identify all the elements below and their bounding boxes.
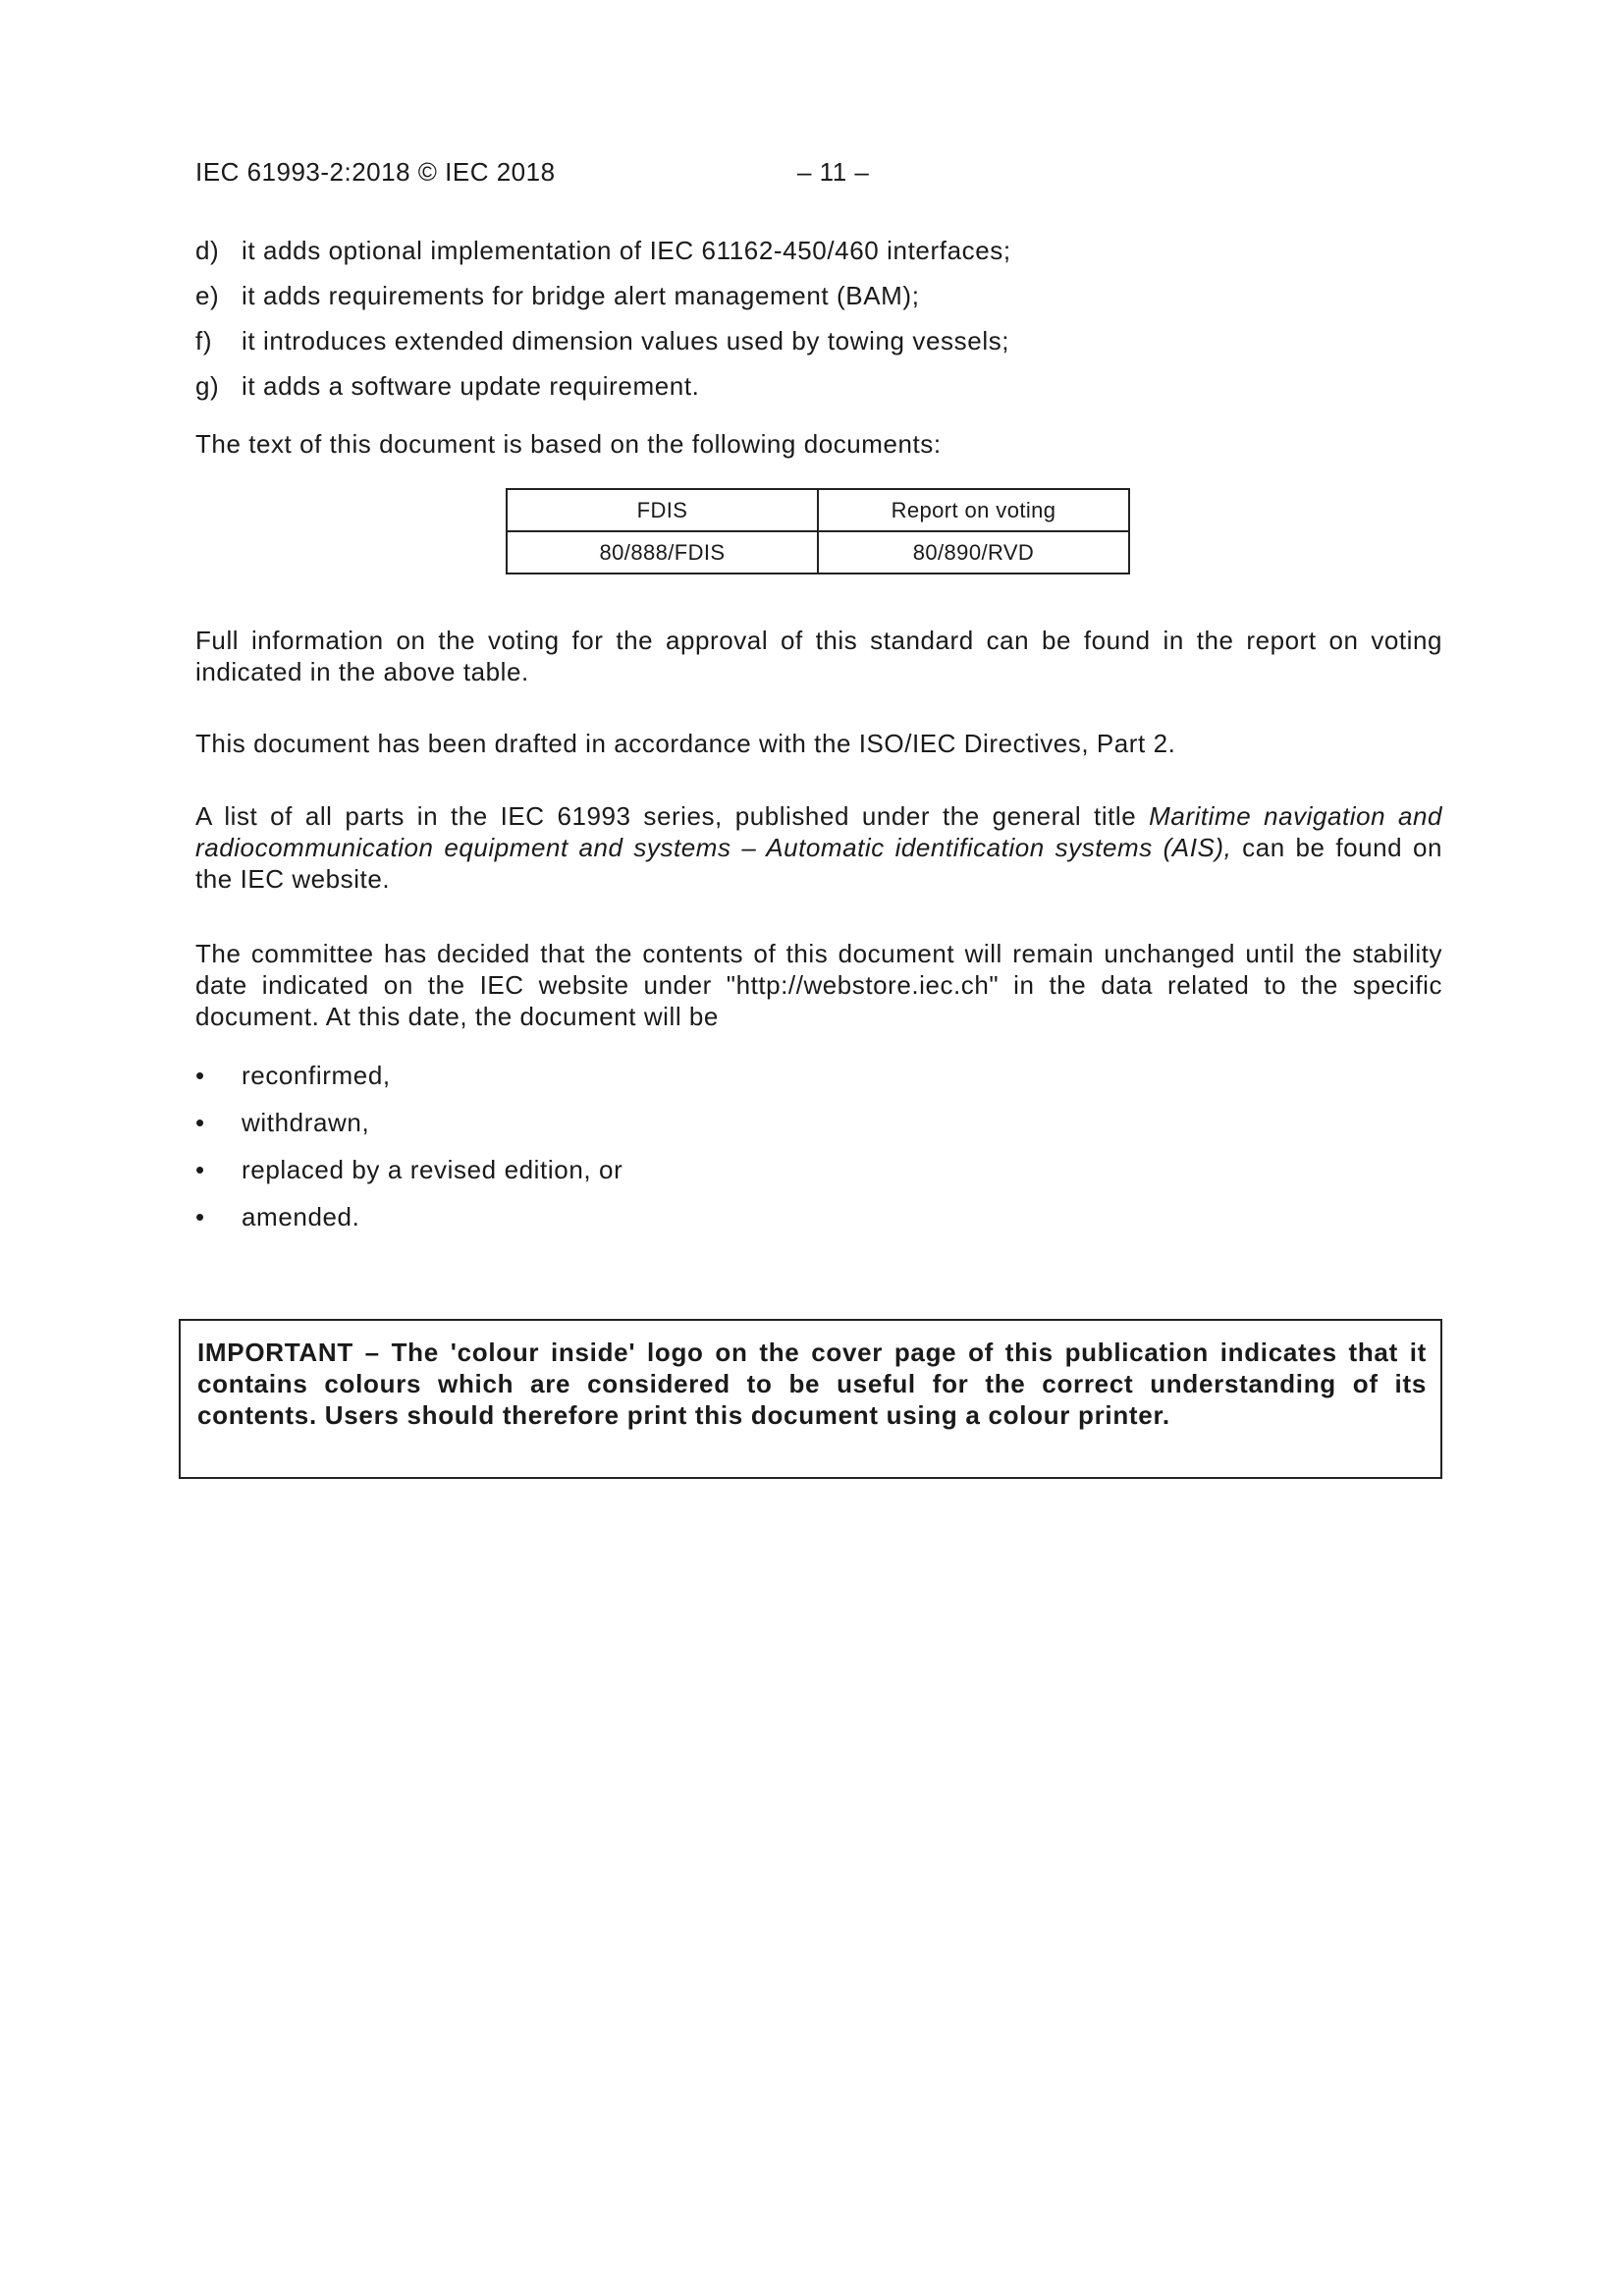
list-item xyxy=(195,369,1442,414)
important-notice-text: IMPORTANT – The 'colour inside' logo on the cover page of this publication indicates that it contains colours which are considered to be useful for the correct understanding of its contents. Users should therefore print this document using a colour printer. xyxy=(197,1338,1427,1430)
list-item-text: amended. xyxy=(242,1202,360,1231)
list-item xyxy=(195,1200,1442,1247)
list-item xyxy=(195,279,1442,324)
drafted-paragraph: This document has been drafted in accordance with the ISO/IEC Directives, Part 2. xyxy=(195,729,1176,758)
bullet-icon: • xyxy=(195,1108,205,1137)
table-header-cell: Report on voting xyxy=(818,489,1129,531)
list-item xyxy=(195,234,1442,279)
list-item-text: it adds optional implementation of IEC 61162-450/460 interfaces; xyxy=(242,236,1011,265)
list-item xyxy=(195,1059,1442,1106)
list-marker: e) xyxy=(195,281,220,310)
document-identifier: IEC 61993-2:2018 © IEC 2018 xyxy=(195,157,556,187)
list-marker: g) xyxy=(195,371,220,401)
bullet-icon: • xyxy=(195,1202,205,1231)
series-text-before: A list of all parts in the IEC 61993 series, published under the general title xyxy=(195,801,1150,831)
page-header xyxy=(195,157,1442,191)
intro-paragraph: The text of this document is based on the following documents: xyxy=(195,429,942,459)
series-title: Maritime navigation and radiocommunication equipment and systems – Automatic identification systems (AIS), xyxy=(195,801,1443,862)
table-cell: 80/888/FDIS xyxy=(507,531,818,574)
outcomes-list xyxy=(195,1059,1442,1247)
list-item xyxy=(195,324,1442,369)
page-number: – 11 – xyxy=(797,157,870,187)
list-item-text: it introduces extended dimension values used by towing vessels; xyxy=(242,326,1010,355)
table-header-cell: FDIS xyxy=(507,489,818,531)
changes-list xyxy=(195,234,1442,414)
series-text-after: can be found on the IEC website. xyxy=(195,833,1442,894)
series-paragraph xyxy=(195,800,1442,895)
list-item-text: reconfirmed, xyxy=(242,1061,391,1090)
list-marker: f) xyxy=(195,326,213,355)
table-cell: 80/890/RVD xyxy=(818,531,1129,574)
important-notice-box xyxy=(179,1319,1442,1479)
list-marker: d) xyxy=(195,236,220,265)
list-item-text: replaced by a revised edition, or xyxy=(242,1155,623,1184)
list-item-text: withdrawn, xyxy=(242,1108,370,1137)
committee-paragraph: The committee has decided that the contents of this document will remain unchanged until the stability date indicated on the IEC website under "http://webstore.iec.ch" in the data related to the specific document. At this date, the document will be xyxy=(195,939,1442,1031)
bullet-icon: • xyxy=(195,1061,205,1090)
list-item xyxy=(195,1153,1442,1200)
list-item-text: it adds a software update requirement. xyxy=(242,371,700,401)
documents-table xyxy=(506,488,1130,574)
list-item-text: it adds requirements for bridge alert management (BAM); xyxy=(242,281,920,310)
bullet-icon: • xyxy=(195,1155,205,1184)
table-row xyxy=(507,531,1129,574)
list-item xyxy=(195,1106,1442,1153)
table-header-row xyxy=(507,489,1129,531)
voting-paragraph: Full information on the voting for the approval of this standard can be found in the report on voting indicated in the above table. xyxy=(195,626,1442,686)
